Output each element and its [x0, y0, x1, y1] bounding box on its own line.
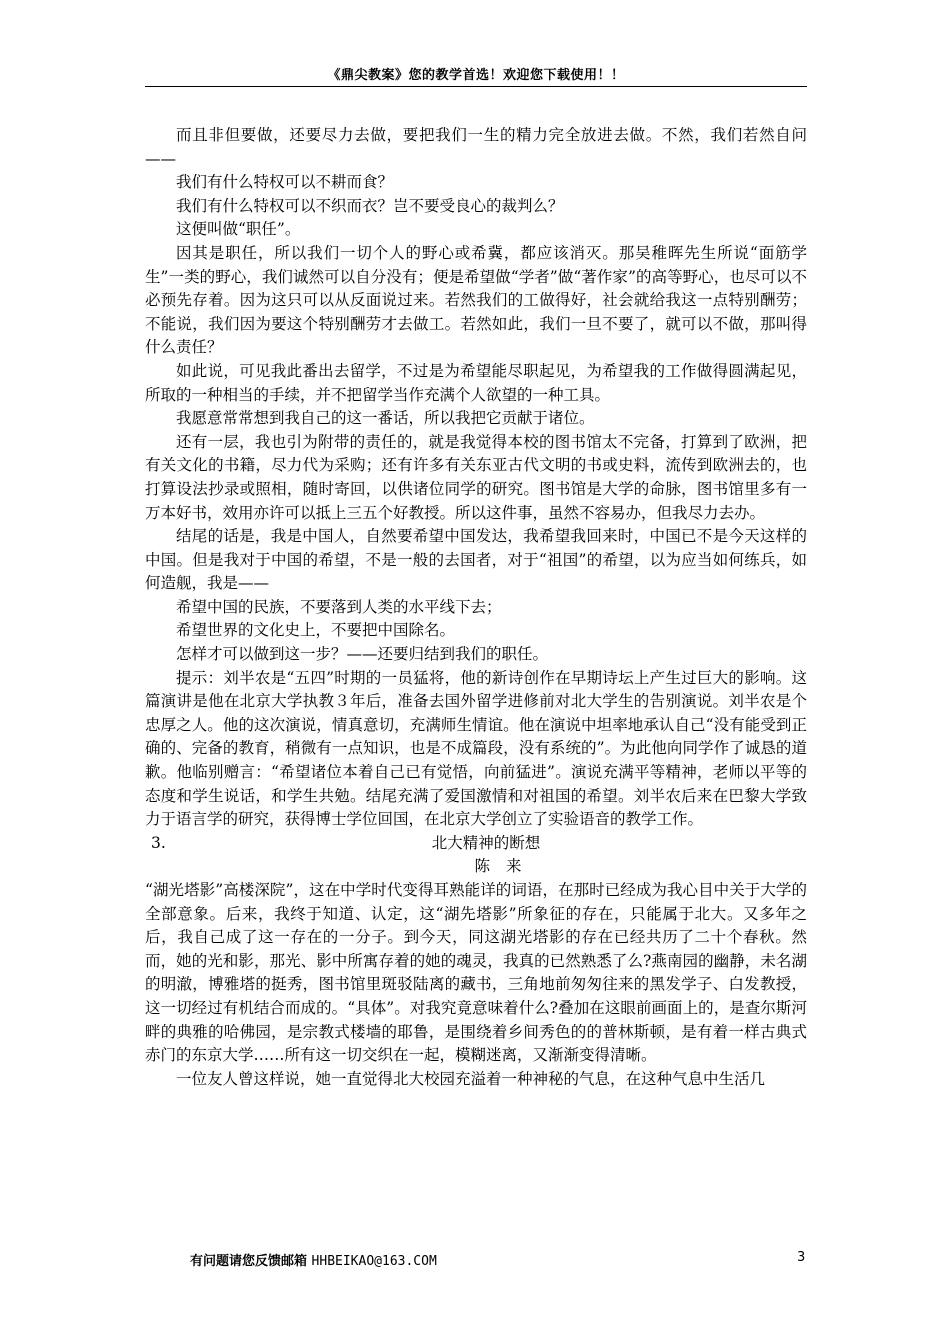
page-footer — [190, 1250, 437, 1269]
paragraph: 而且非但要做，还要尽力去做，要把我们一生的精力完全放进去做。不然，我们若然自问—— — [145, 126, 807, 168]
paragraph: 我愿意常常想到我自己的这一番话，所以我把它贡献于诸位。 — [176, 409, 595, 428]
commentary-paragraph: 提示：刘半农是“五四”时期的一员猛将，他的新诗创作在早期诗坛上产生过巨大的影响。这篇演讲是他在北京大学执教３年后，准备去国外留学进修前对北大学生的告别演说。刘半农是个忠厚之人。他的这次演说，情真意切，充满师生情谊。他在演说中坦率地承认自己“没有能受到正确的、完备的教育，稍微有一点知识，也是不成篇段，没有系统的”。为此他向同学作了诚恳的道歉。他临别赠言：“希望诸位本着自己已有觉悟，向前猛进”。演说充满平等精神，老师以平等的态度和学生说话，和学生共勉。结尾充满了爱国激情和对祖国的希望。刘半农后来在巴黎大学致力于语言学的研究，获得博士学位回国，在北京大学创立了实验语音的教学工作。 — [145, 668, 807, 829]
page-number: 3 — [797, 1250, 806, 1265]
paragraph: “湖光塔影”高楼深院”，这在中学时代变得耳熟能详的词语，在那时已经成为我心目中关于大学的全部意象。后来，我终于知道、认定，这“湖先塔影”所象征的存在，只能属于北大。又多年之后，我自己成了这一存在的一分子。到今天，同这湖光塔影的存在已经共历了二十个春秋。然而，她的光和影，那光、影中所寓存着的她的魂灵，我真的已然熟悉了么?燕南园的幽静，未名湖的明澈，博雅塔的挺秀，图书馆里斑驳陆离的藏书，三角地前匆匆往来的黑发学子、白发教授，这一切经过有机结合而成的。“具体”。对我究竟意味着什么?叠加在这眼前画面上的，是查尔斯河畔的典雅的哈佛园，是宗教式楼墙的耶鲁，是围绕着乡间秀色的的普林斯顿，是有着一样古典式赤门的东京大学……所有这一切交织在一起，模糊迷离，又渐渐变得清晰。 — [145, 881, 807, 1065]
paragraph: 希望世界的文化史上，不要把中国除名。 — [176, 621, 456, 640]
feedback-label: 有问题请您反馈邮箱 — [190, 1254, 308, 1269]
section-heading — [145, 832, 807, 856]
paragraph: 一位友人曾这样说，她一直觉得北大校园充溢着一种神秘的气息，在这种气息中生活几 — [176, 1069, 766, 1088]
section-author: 陈来 — [474, 857, 538, 876]
paragraph: 我们有什么特权可以不耕而食？ — [176, 173, 394, 192]
paragraph: 我们有什么特权可以不织而衣？岂不要受良心的裁判么？ — [176, 196, 564, 215]
section-title: 北大精神的断想 — [431, 833, 541, 852]
section-number: 3. — [151, 833, 166, 852]
paragraph: 这便叫做“职任”。 — [176, 220, 301, 239]
paragraph: 结尾的话是，我是中国人，自然要希望中国发达，我希望我回来时，中国已不是今天这样的中国。但是我对于中国的希望，不是一般的去国者，对于“祖国”的希望，以为应当如何练兵，如何造舰，我是—— — [145, 527, 807, 593]
paragraph: 因其是职任，所以我们一切个人的野心或希冀，都应该消灭。那吴稚晖先生所说“面筋学生”一类的野心，我们诚然可以自分没有；便是希望做“学者”做“著作家”的高等野心，也尽可以不必预先存着。因为这只可以从反面说过来。若然我们的工做得好，社会就给我这一点特别酬劳；不能说，我们因为要这个特别酬劳才去做工。若然如此，我们一旦不要了，就可以不做，那叫得什么责任？ — [145, 243, 807, 357]
header-rule — [145, 86, 807, 87]
paragraph: 怎样才可以做到这一步？——还要归结到我们的职任。 — [176, 645, 549, 664]
document-body — [145, 124, 807, 1091]
paragraph: 如此说，可见我此番出去留学，不过是为希望能尽职起见，为希望我的工作做得圆满起见，所取的一种相当的手续，并不把留学当作充满个人欲望的一种工具。 — [145, 361, 807, 404]
author-line — [145, 855, 807, 879]
page-header: 《鼎尖教案》您的教学首选！欢迎您下载使用！！ — [327, 68, 625, 83]
paragraph: 希望中国的民族，不要落到人类的水平线下去； — [176, 597, 502, 616]
paragraph: 还有一层，我也引为附带的责任的，就是我觉得本校的图书馆太不完备，打算到了欧洲，把有关文化的书籍，尽力代为采购；还有许多有关东亚古代文明的书或史料，流传到欧洲去的，也打算设法抄录或照相，随时寄回，以供诸位同学的研究。图书馆是大学的命脉，图书馆里多有一万本好书，效用亦许可以抵上三五个好教授。所以这件事，虽然不容易办，但我尽力去办。 — [145, 432, 807, 522]
feedback-email: HHBEIKAO@163.COM — [311, 1254, 437, 1269]
